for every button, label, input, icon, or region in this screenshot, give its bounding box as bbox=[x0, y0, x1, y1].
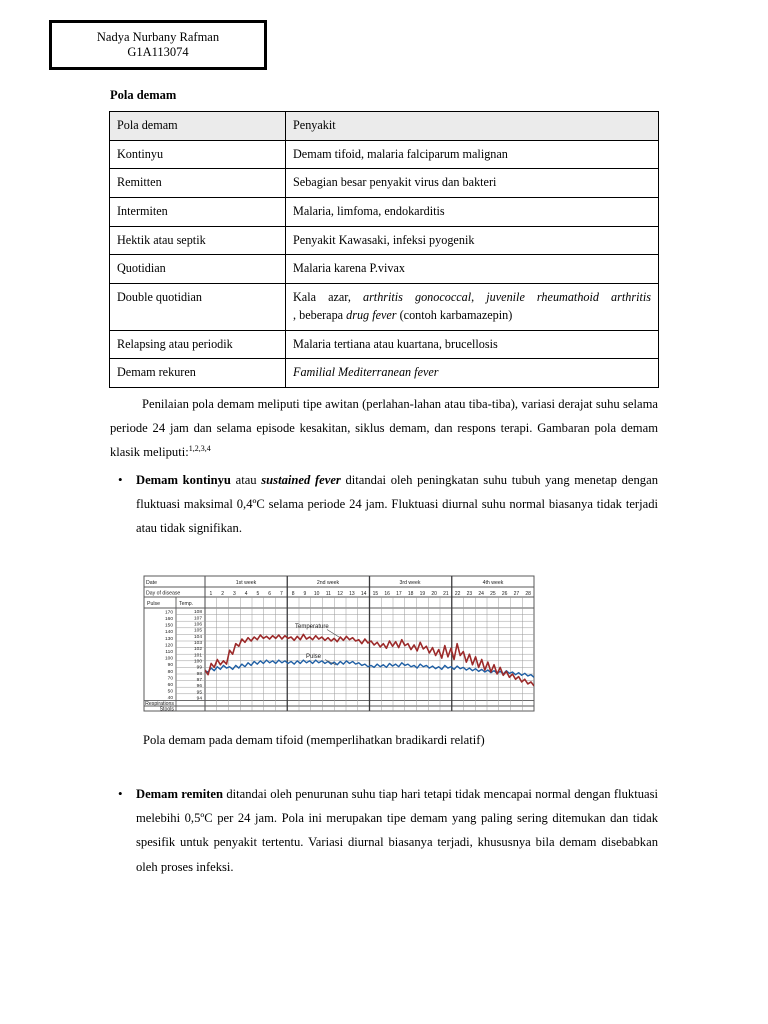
figure-caption: Pola demam pada demam tifoid (memperlihatkan bradikardi relatif) bbox=[143, 733, 485, 747]
chart-temp-tick: 99 bbox=[196, 665, 202, 671]
chart-day-number: 21 bbox=[443, 590, 449, 597]
chart-day-number: 10 bbox=[313, 590, 320, 597]
chart-week-1: 1st week bbox=[235, 580, 257, 586]
bullet-rest: ditandai oleh penurunan suhu tiap hari tetapi tidak mencapai normal dengan fluktuasi melebihi 0,5ºC per 24 jam. Pola ini merupakan tipe demam yang paling sering ditemukan dan tidak spesifik untuk penyakit tertentu. Variasi diurnal biasanya terjadi, khususnya bila demam disebabkan oleh proses infeksi. bbox=[136, 787, 658, 874]
chart-day-number: 22 bbox=[454, 590, 461, 597]
chart-temp-tick: 102 bbox=[193, 647, 202, 653]
bullet-lead: Demam kontinyu bbox=[136, 473, 231, 487]
chart-day-number: 12 bbox=[337, 590, 343, 597]
cell-disease: Malaria tertiana atau kuartana, brucellosis bbox=[286, 330, 659, 359]
chart-day-number: 18 bbox=[407, 590, 414, 597]
bullet-demam-remiten bbox=[110, 782, 658, 879]
chart-day-number: 28 bbox=[525, 590, 531, 597]
bullet-demam-kontinyu bbox=[110, 468, 658, 541]
bullet-lead: Demam remiten bbox=[136, 787, 224, 801]
chart-day-number: 9 bbox=[303, 590, 307, 597]
chart-pulse-tick: 130 bbox=[164, 636, 173, 642]
chart-pulse-tick: 40 bbox=[167, 696, 173, 702]
chart-day-number: 8 bbox=[291, 590, 295, 597]
chart-day-number: 3 bbox=[232, 590, 236, 597]
chart-day-number: 6 bbox=[268, 590, 272, 597]
fever-pattern-table bbox=[109, 111, 659, 388]
chart-temp-tick: 105 bbox=[193, 628, 202, 634]
chart-day-number: 7 bbox=[279, 590, 283, 597]
cell-pattern: Hektik atau septik bbox=[110, 226, 286, 255]
chart-temp-tick: 108 bbox=[193, 610, 202, 616]
chart-day-number: 15 bbox=[372, 590, 379, 597]
chart-temp-tick: 107 bbox=[193, 616, 202, 622]
chart-pulse-tick: 80 bbox=[167, 669, 173, 675]
chart-day-number: 27 bbox=[513, 590, 520, 597]
chart-day-number: 25 bbox=[490, 590, 496, 597]
student-id: G1A113074 bbox=[127, 45, 189, 59]
chart-day-number: 13 bbox=[349, 590, 355, 597]
table-row bbox=[110, 140, 659, 169]
chart-day-number: 2 bbox=[221, 590, 225, 597]
chart-day-number: 24 bbox=[478, 590, 484, 597]
disease-text-1: Kala azar, bbox=[293, 290, 363, 305]
chart-temp-tick: 97 bbox=[196, 678, 202, 683]
cell-pattern: Quotidian bbox=[110, 255, 286, 284]
chart-pulse-tick: 150 bbox=[164, 623, 173, 629]
cell-pattern: Demam rekuren bbox=[110, 359, 286, 388]
chart-label-pulse-col: Pulse bbox=[147, 601, 160, 607]
chart-pulse-tick: 50 bbox=[167, 689, 173, 695]
disease-text-6: drug fever bbox=[346, 307, 397, 322]
chart-day-number: 17 bbox=[396, 590, 402, 597]
chart-day-number: 16 bbox=[384, 590, 390, 597]
chart-day-number: 26 bbox=[501, 590, 508, 597]
chart-pulse-tick: 60 bbox=[167, 683, 173, 689]
paragraph-penilaian bbox=[110, 392, 658, 465]
chart-temp-tick: 103 bbox=[193, 641, 202, 647]
cell-disease: Sebagian besar penyakit virus dan bakteri bbox=[286, 169, 659, 198]
chart-pulse-tick: 100 bbox=[164, 656, 173, 662]
cell-disease bbox=[286, 284, 659, 330]
cell-pattern: Relapsing atau periodik bbox=[110, 330, 286, 359]
fever-pattern-table-wrapper bbox=[109, 111, 658, 388]
chart-temp-tick: 100 bbox=[193, 659, 202, 665]
bullet-text bbox=[136, 782, 658, 879]
chart-day-number: 1 bbox=[209, 590, 213, 597]
table-header-pola-demam: Pola demam bbox=[110, 112, 286, 141]
paragraph-text: Penilaian pola demam meliputi tipe awitan (perlahan-lahan atau tiba-tiba), variasi derajat suhu selama periode 24 jam dan selama episode kesakitan, siklus demam, dan respons terapi. Gambaran pola demam klasik meliputi: bbox=[110, 397, 658, 460]
bullet-mid: atau bbox=[230, 473, 262, 487]
cell-disease: Malaria karena P.vivax bbox=[286, 255, 659, 284]
disease-text-4: juvenile rheumathoid arthritis bbox=[486, 290, 651, 305]
chart-temp-tick: 106 bbox=[193, 622, 202, 628]
disease-text-5: , beberapa bbox=[293, 307, 347, 322]
chart-temp-tick: 94 bbox=[196, 696, 202, 702]
student-name: Nadya Nurbany Rafman bbox=[96, 30, 220, 44]
cell-disease: Penyakit Kawasaki, infeksi pyogenik bbox=[286, 226, 659, 255]
table-row bbox=[110, 284, 659, 330]
cell-pattern: Remitten bbox=[110, 169, 286, 198]
bullet-emphasis: sustained fever bbox=[261, 473, 341, 487]
chart-day-number: 14 bbox=[360, 590, 367, 597]
chart-pulse-tick: 120 bbox=[164, 643, 173, 649]
chart-day-number: 11 bbox=[325, 590, 331, 597]
chart-week-3: 3rd week bbox=[399, 580, 421, 586]
fever-chart-svg bbox=[143, 570, 535, 718]
chart-annotation-temperature: Temperature bbox=[295, 624, 329, 630]
bullet-text bbox=[136, 468, 658, 541]
citation-superscript: 1,2,3,4 bbox=[188, 444, 211, 454]
chart-label-respirations: Respirations bbox=[145, 701, 174, 707]
chart-pulse-tick: 160 bbox=[164, 617, 173, 623]
chart-pulse-tick: 90 bbox=[167, 663, 173, 669]
bullet-marker-icon: • bbox=[118, 472, 123, 487]
chart-pulse-tick: 140 bbox=[164, 630, 173, 636]
chart-day-number: 23 bbox=[466, 590, 473, 597]
table-row bbox=[110, 330, 659, 359]
chart-week-2: 2nd week bbox=[316, 580, 340, 586]
table-row bbox=[110, 226, 659, 255]
disease-text-3: , bbox=[471, 290, 487, 305]
table-row bbox=[110, 255, 659, 284]
cell-pattern: Intermiten bbox=[110, 198, 286, 227]
page-title: Pola demam bbox=[110, 88, 177, 102]
chart-week-4: 4th week bbox=[482, 580, 504, 586]
chart-label-date: Date bbox=[146, 580, 157, 586]
cell-pattern: Kontinyu bbox=[110, 140, 286, 169]
bullet-marker-icon: • bbox=[118, 786, 123, 801]
fever-chart-figure bbox=[143, 570, 535, 718]
chart-day-number: 20 bbox=[431, 590, 437, 597]
chart-temp-tick: 96 bbox=[196, 684, 202, 690]
cell-disease: Demam tifoid, malaria falciparum malignan bbox=[286, 140, 659, 169]
chart-day-number: 4 bbox=[244, 590, 248, 597]
disease-text-2: arthritis gonococcal bbox=[362, 290, 472, 305]
chart-pulse-tick: 170 bbox=[164, 610, 173, 616]
disease-text-7: (contoh karbamazepin) bbox=[396, 307, 513, 322]
table-row bbox=[110, 169, 659, 198]
cell-pattern: Double quotidian bbox=[110, 284, 286, 330]
chart-temp-tick: 98 bbox=[196, 671, 202, 677]
table-row bbox=[110, 198, 659, 227]
bullet-rest: ditandai oleh peningkatan suhu tubuh yang menetap dengan fluktuasi maksimal 0,4ºC selama periode 24 jam. Fluktuasi diurnal suhu normal biasanya tidak terjadi atau tidak signifikan. bbox=[136, 473, 658, 536]
chart-label-temp-col: Temp. bbox=[179, 601, 194, 607]
chart-temp-tick: 101 bbox=[193, 653, 202, 659]
chart-temp-tick: 104 bbox=[193, 634, 202, 640]
chart-annotation-pulse: Pulse bbox=[306, 654, 322, 660]
chart-temp-tick: 95 bbox=[196, 690, 202, 696]
cell-disease: Familial Mediterranean fever bbox=[286, 359, 659, 388]
table-header-row bbox=[110, 112, 659, 141]
chart-pulse-tick: 70 bbox=[167, 676, 173, 682]
student-name-box bbox=[49, 20, 267, 70]
chart-day-number: 5 bbox=[256, 590, 260, 597]
table-row bbox=[110, 359, 659, 388]
chart-label-day-of-disease: Day of disease bbox=[146, 590, 181, 597]
chart-pulse-tick: 110 bbox=[165, 650, 173, 656]
cell-disease: Malaria, limfoma, endokarditis bbox=[286, 198, 659, 227]
table-header-penyakit: Penyakit bbox=[286, 112, 659, 141]
chart-day-number: 19 bbox=[419, 590, 426, 597]
chart-label-stools: Stools bbox=[159, 706, 174, 713]
